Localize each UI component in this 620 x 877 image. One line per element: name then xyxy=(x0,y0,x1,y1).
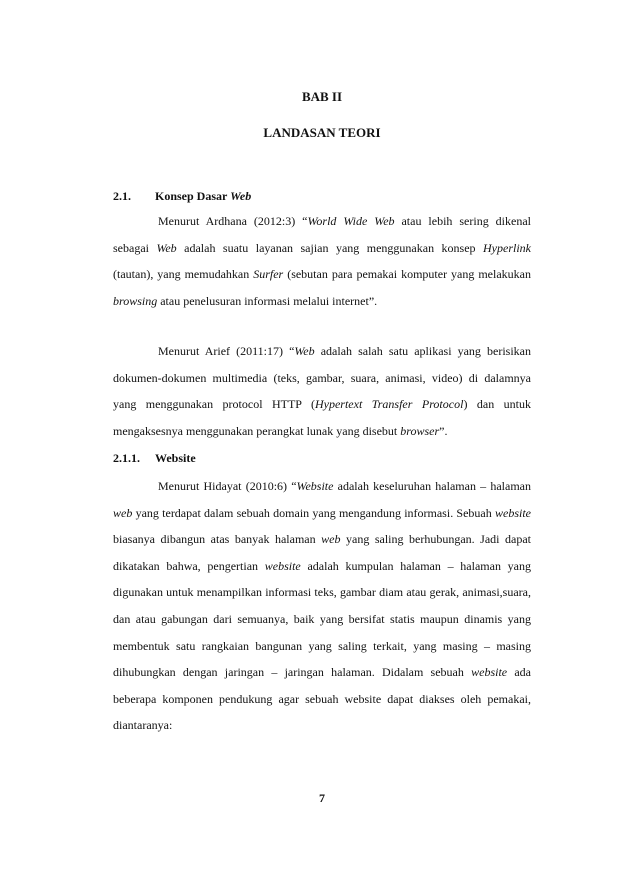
text-run: atau penelusuran informasi melalui internet”. xyxy=(157,293,378,308)
page-number: 7 xyxy=(319,791,325,805)
paragraph-ardhana xyxy=(113,208,531,314)
text-run: ada beberapa komponen pendukung agar sebuah website dapat diakses oleh pemakai, diantaranya: xyxy=(113,665,531,733)
italic-term: World Wide Web xyxy=(307,214,395,228)
text-run: (sebutan para pemakai komputer yang melakukan xyxy=(283,267,531,282)
italic-term: web xyxy=(321,532,341,547)
paragraph-arief xyxy=(113,338,531,444)
italic-term: Web xyxy=(156,240,177,255)
text-run: yang terdapat dalam sebuah domain yang mengandung informasi. Sebuah xyxy=(132,505,495,520)
italic-term: web xyxy=(113,505,133,520)
text-run: yang saling berhubungan. Jadi dapat dikatakan bahwa, pengertian xyxy=(113,532,531,573)
paragraph-hidayat xyxy=(113,473,531,739)
chapter-number: BAB II xyxy=(301,89,343,104)
text-run: Menurut Hidayat (2010:6) “ xyxy=(158,479,297,493)
section-title: Website xyxy=(155,451,196,465)
text-run: adalah suatu layanan sajian yang menggunakan konsep xyxy=(176,240,484,255)
section-number: 2.1.1. xyxy=(113,451,140,465)
text-run: Menurut Arief (2011:17) “ xyxy=(158,344,295,358)
italic-term: Website xyxy=(296,479,334,493)
text-run: atau lebih sering dikenal sebagai xyxy=(113,214,531,255)
italic-term: website xyxy=(264,558,301,573)
section-title-italic: Web xyxy=(230,189,252,203)
section-number: 2.1. xyxy=(113,189,131,203)
italic-term: Surfer xyxy=(253,267,284,282)
italic-term: website xyxy=(471,665,508,680)
text-run: adalah keseluruhan halaman – halaman xyxy=(333,479,531,493)
italic-term: browsing xyxy=(113,293,158,308)
text-run: (tautan), yang memudahkan xyxy=(113,267,254,282)
italic-term: Web xyxy=(294,344,315,358)
chapter-title: LANDASAN TEORI xyxy=(263,125,381,140)
italic-term: website xyxy=(495,505,531,520)
text-run: Menurut Ardhana (2012:3) “ xyxy=(158,214,308,228)
text-run: ) dan untuk mengaksesnya menggunakan perangkat lunak yang disebut xyxy=(113,397,531,438)
italic-term: Hypertext Transfer Protocol xyxy=(314,397,464,412)
text-run: ”. xyxy=(439,423,448,438)
section-heading-2-1-1 xyxy=(113,450,196,466)
italic-term: browser xyxy=(400,423,440,438)
section-title-prefix: Konsep Dasar xyxy=(155,189,231,203)
text-run: adalah kumpulan halaman – halaman yang digunakan untuk menampilkan informasi teks, gambar diam atau gerak, animasi,suara, dan atau gabungan dari semuanya, baik yang bersifat statis maupun dinamis yang membentuk satu rangkaian bangunan yang saling terkait, yang masing – masing dihubungkan dengan jaringan – jaringan halaman. Didalam sebuah xyxy=(113,558,531,680)
text-run: adalah salah satu aplikasi yang berisikan dokumen-dokumen multimedia (teks, gambar, suara, animasi, video) di dalamnya yang menggunakan protocol HTTP ( xyxy=(113,344,531,412)
italic-term: Hyperlink xyxy=(483,240,531,255)
section-heading-2-1 xyxy=(113,188,251,204)
text-run: biasanya dibangun atas banyak halaman xyxy=(113,532,322,547)
